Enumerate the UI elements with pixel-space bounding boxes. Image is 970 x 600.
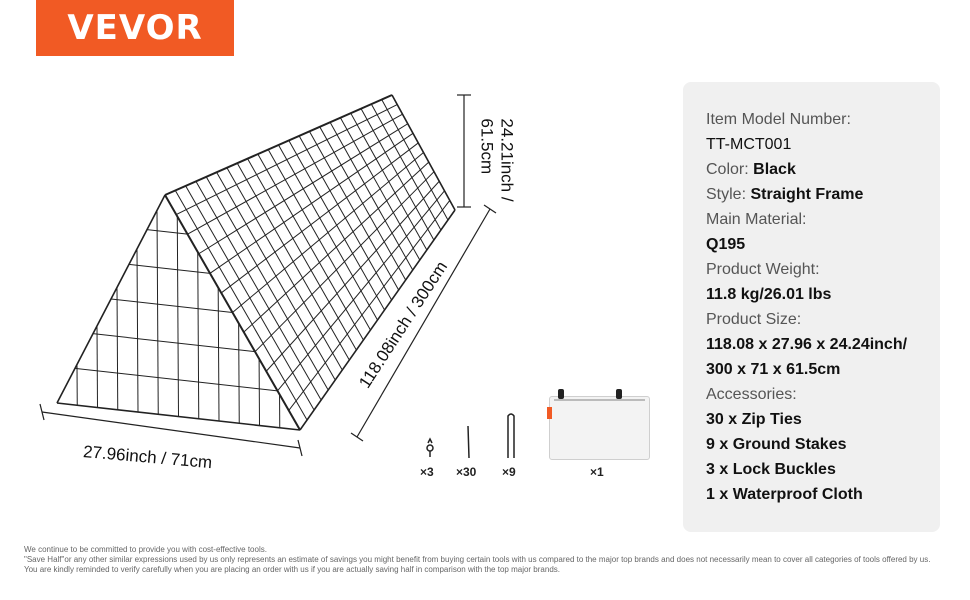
disclaimer-line-2: "Save Half"or any other similar expressions used by us only represents an estimate of savings you might benefit from buying certain tools with us compared to the major top brands and does not necessarily mean to cover all categories of tools offered by us. [24, 555, 931, 564]
logo-text: VEVOR [67, 8, 203, 48]
spec-accessory-4: 1 x Waterproof Cloth [706, 486, 863, 503]
spec-accessory-1: 30 x Zip Ties [706, 411, 802, 428]
spec-weight-label: Product Weight: [706, 261, 820, 278]
zipper-pull-left [558, 389, 564, 399]
lock-buckle-quantity: ×3 [420, 465, 434, 479]
zip-tie-quantity: ×30 [456, 465, 477, 479]
wire-mesh-frame [57, 95, 455, 430]
ground-stake-quantity: ×9 [502, 465, 516, 479]
spec-size-value-2: 300 x 71 x 61.5cm [706, 361, 841, 378]
height-line-2: 61.5cm [477, 118, 497, 175]
ground-stake-icon [508, 414, 514, 458]
spec-weight-value: 11.8 kg/26.01 lbs [706, 286, 832, 303]
spec-panel [683, 82, 940, 532]
spec-material-value: Q195 [706, 236, 746, 253]
spec-color: Color: Black [706, 161, 796, 178]
height-line-1: 24.21inch / [497, 118, 517, 202]
disclaimer-line-3: You are kindly reminded to verify carefully when you are placing an order with us if you are actually saving half in comparison with the top major brands. [24, 565, 560, 574]
spec-material-label: Main Material: [706, 211, 807, 228]
spec-accessory-2: 9 x Ground Stakes [706, 436, 847, 453]
spec-model-label: Item Model Number: [706, 111, 851, 128]
bag-zipper [554, 399, 645, 401]
spec-size-label: Product Size: [706, 311, 802, 328]
spec-accessories-label: Accessories: [706, 386, 797, 403]
spec-accessory-3: 3 x Lock Buckles [706, 461, 836, 478]
spec-size-value-1: 118.08 x 27.96 x 24.24inch/ [706, 336, 908, 353]
zip-tie-icon [468, 426, 469, 458]
spec-style: Style: Straight Frame [706, 186, 864, 203]
height-dimension-label [477, 118, 517, 201]
width-dimension-label: 27.96inch / 71cm [82, 442, 213, 473]
disclaimer-footer [24, 545, 959, 575]
spec-model-value: TT-MCT001 [706, 136, 792, 153]
zipper-pull-right [616, 389, 622, 399]
lock-buckle-icon [427, 439, 433, 457]
brand-tag [547, 407, 552, 419]
length-dimension-label: 118.08inch / 300cm [355, 257, 452, 392]
disclaimer-line-1: We continue to be committed to provide you with cost-effective tools. [24, 545, 267, 554]
waterproof-cloth-bag-icon [549, 396, 650, 460]
cloth-bag-quantity: ×1 [590, 465, 604, 479]
